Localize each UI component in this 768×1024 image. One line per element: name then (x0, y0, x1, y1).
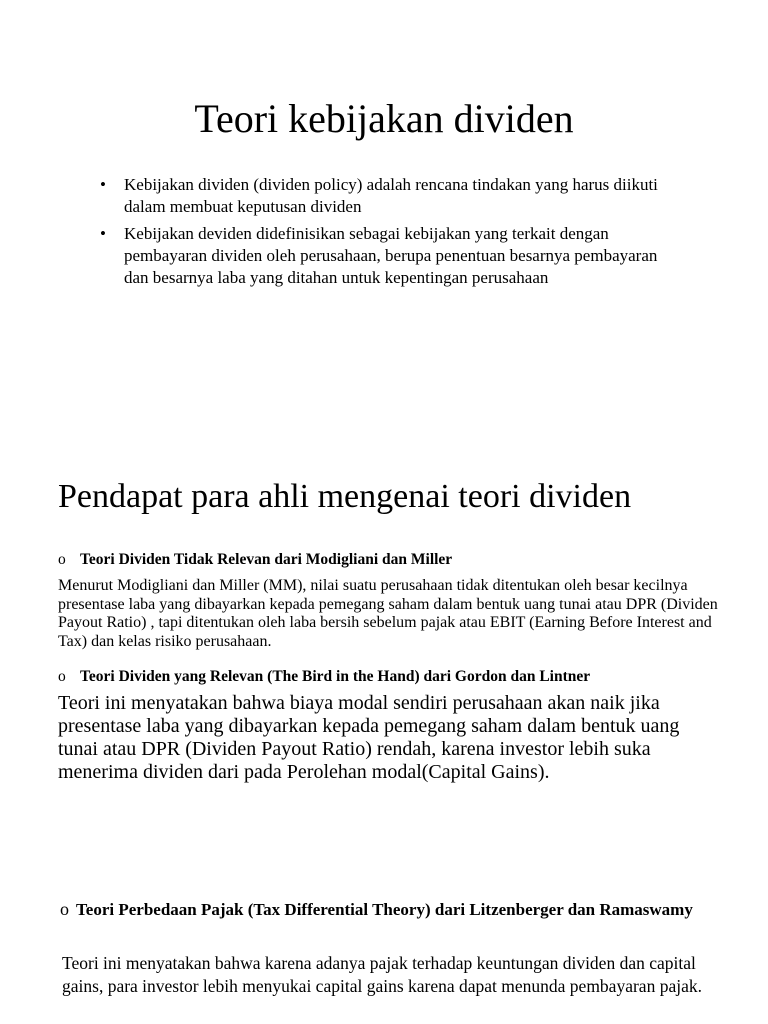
section-heading-tax-differential (60, 898, 700, 921)
bullet-text: Kebijakan deviden didefinisikan sebagai kebijakan yang terkait dengan pembayaran dividen oleh perusahaan, berupa penentuan besarnya pembayaran dan besarnya laba yang ditahan untuk kepentingan perusahaan (124, 224, 658, 287)
slide-title-expert-opinions: Pendapat para ahli mengenai teori dividen (58, 478, 632, 515)
bullet-icon: • (100, 175, 106, 194)
section-body-tax-differential: Teori ini menyatakan bahwa karena adanya pajak terhadap keuntungan dividen dan capital gains, para investor lebih menyukai capital gains karena dapat menunda pembayaran pajak. (62, 953, 702, 996)
circle-bullet-icon: o (58, 668, 66, 685)
bullet-icon: • (100, 224, 106, 243)
slide-title-dividend-policy: Teori kebijakan dividen (194, 96, 574, 141)
section-heading-text: Teori Dividen Tidak Relevan dari Modigliani dan Miller (80, 551, 453, 568)
section-heading-text: Teori Dividen yang Relevan (The Bird in the Hand) dari Gordon dan Lintner (80, 668, 591, 685)
section-heading-bird-in-hand (58, 666, 590, 688)
dividend-policy-bullet-list (100, 174, 660, 294)
bullet-text: Kebijakan dividen (dividen policy) adalah rencana tindakan yang harus diikuti dalam membuat keputusan dividen (124, 175, 658, 216)
bullet-item (100, 223, 660, 289)
section-heading-modigliani-miller (58, 549, 452, 571)
section-body-bird-in-hand: Teori ini menyatakan bahwa biaya modal sendiri perusahaan akan naik jika presentase laba yang dibayarkan kepada pemegang saham dalam bentuk uang tunai atau DPR (Dividen Payout Ratio) rendah, karena investor lebih suka menerima dividen dari pada Perolehan modal(Capital Gains). (58, 692, 680, 783)
circle-bullet-icon: o (60, 899, 69, 919)
bullet-item (100, 174, 660, 218)
circle-bullet-icon: o (58, 551, 66, 568)
section-body-modigliani-miller: Menurut Modigliani dan Miller (MM), nilai suatu perusahaan tidak ditentukan oleh besar kecilnya presentase laba yang dibayarkan kepada pemegang saham dalam bentuk uang tunai atau DPR (Dividen Payout Ratio) , tapi ditentukan oleh laba bersih sebelum pajak atau EBIT (Earning Before Interest and Tax) dan kelas risiko perusahaan. (58, 577, 718, 650)
section-heading-text: Teori Perbedaan Pajak (Tax Differential Theory) dari Litzenberger dan Ramaswamy (76, 900, 693, 919)
